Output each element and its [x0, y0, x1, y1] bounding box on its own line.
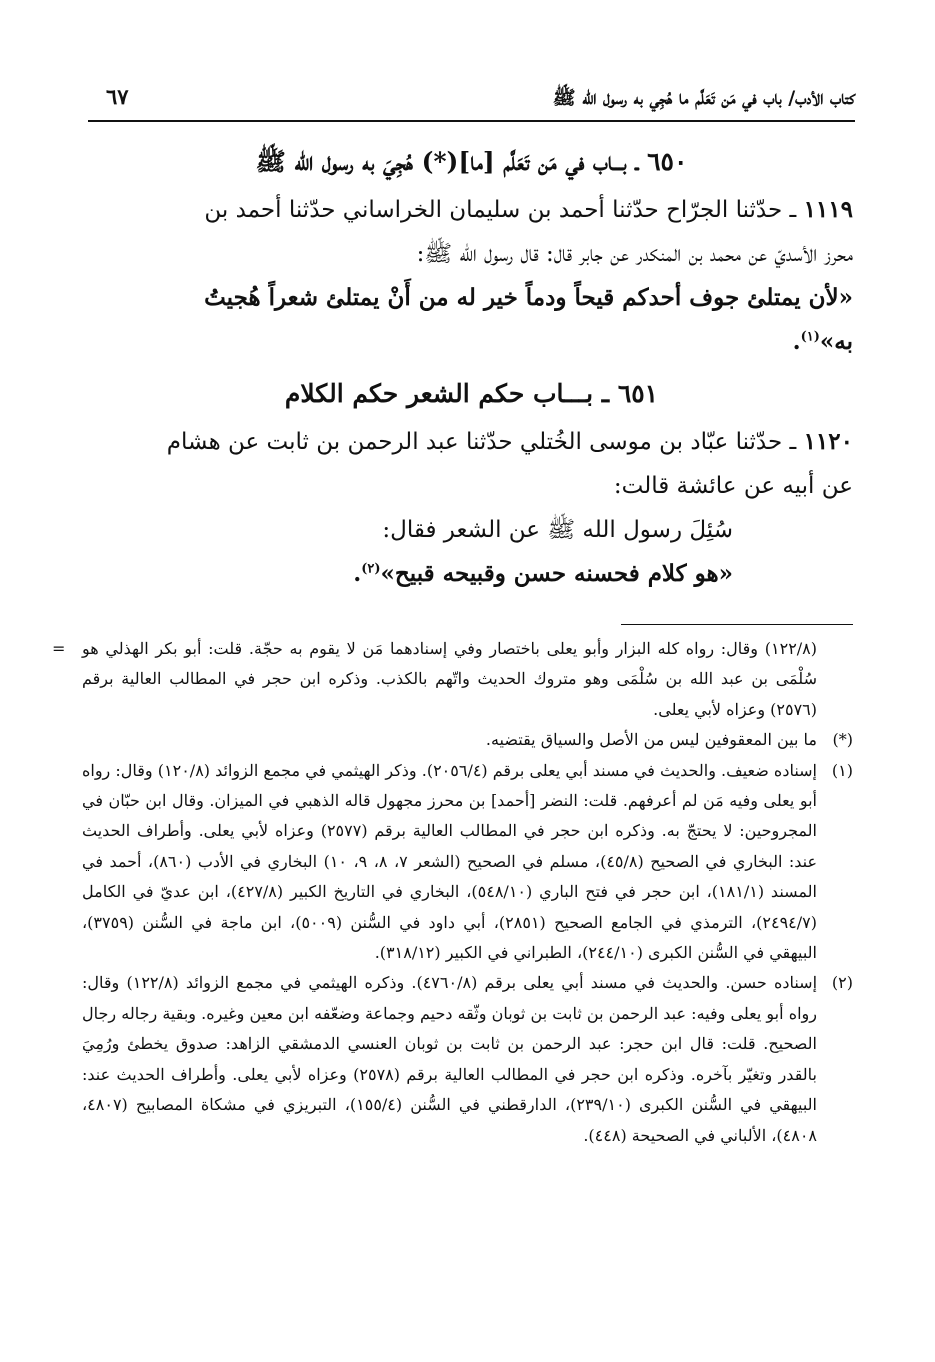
- chapter-heading-651: ٦٥١ ـ بـــاب حكم الشعر حكم الكلام: [284, 379, 659, 408]
- continuation-mark: =: [52, 639, 66, 658]
- footnote-continuation: [52, 634, 853, 725]
- footnote-mark: (٢): [831, 973, 853, 993]
- isnad-line: ـ حدّثنا الجرّاح حدّثنا أحمد بن سليمان الخراساني حدّثنا أحمد بن: [204, 197, 797, 223]
- matn-text: «هو كلام فحسنه حسن وقبيحه قبيح»: [380, 560, 733, 587]
- period: .: [792, 328, 801, 355]
- running-header: [88, 80, 855, 122]
- running-title: كتاب الأدب/ باب في مَن تَعَلَّم ما هُجِي به رسول الله ﷺ: [552, 87, 855, 109]
- footnote-mark: (١): [831, 760, 853, 780]
- main-text: [90, 136, 853, 596]
- period: .: [353, 560, 362, 587]
- footnote-1: [82, 756, 853, 969]
- footnote-star: [82, 725, 853, 755]
- isnad-line-continued: محرز الأسديّ عن محمد بن المنكدر عن جابر قال: قال رسول الله ﷺ:: [416, 241, 853, 267]
- isnad-line: ـ حدّثنا عبّاد بن موسى الخُتلي حدّثنا عبد الرحمن بن ثابت عن هشام: [166, 429, 797, 455]
- hadith-1119: [90, 188, 853, 232]
- footnote-ref[interactable]: (٢): [361, 561, 381, 577]
- matn-line-end: [90, 320, 853, 364]
- footnote-ref[interactable]: (١): [800, 329, 820, 345]
- hadith-1120: [90, 420, 853, 464]
- hadith-number: ١١٢٠: [803, 428, 853, 455]
- page-number: ٦٧: [106, 84, 129, 109]
- matn-text: به»: [819, 328, 853, 355]
- isnad-line-continued: عن أبيه عن عائشة قالت:: [613, 473, 853, 499]
- matn-line: «لأن يمتلئ جوف أحدكم قيحاً ودماً خير له من أَنْ يمتلئ شعراً هُجيتُ: [204, 284, 853, 311]
- footnote-2: [82, 968, 853, 1150]
- chapter-heading-650: ٦٥٠ ـ بـــاب في مَن تَعَلَّم [ما](*) هُجِيَ به رسول الله ﷺ: [255, 147, 688, 176]
- footnote-text: (١٢٢/٨) وقال: رواه كله البزار وأبو يعلى باختصار وفي إسنادهما مَن لا يقوم به حجّة. قلت: أبو بكر الهذلي هو سُلْمَى بن عبد الله بن سُلْمَى وهو متروك الحديث واتّهم بالكذب. وذكره ابن حجر في المطالب العالية برقم (٢٥٧٦) وعزاه لأبي يعلى.: [82, 639, 818, 719]
- footnotes: [52, 634, 853, 1151]
- footnote-text: ما بين المعقوفين ليس من الأصل والسياق يقتضيه.: [485, 730, 817, 750]
- footnote-text: إسناده ضعيف. والحديث في مسند أبي يعلى برقم (٢٠٥٦/٤). وذكر الهيثمي في مجمع الزوائد (١٢٠/٨) وقال: رواه أبو يعلى وفيه مَن لم أعرفهم. قلت: النضر [أحمد] بن محرز مجهول قاله الذهبي في الميزان. وقال ابن حبّان في المجروحين: لا يحتجّ به. وذكره ابن حجر في المطالب العالية برقم (٢٥٧٧) وعزاه لأبي يعلى. وأطراف الحديث عند: البخاري في الصحيح (٤٥/٨)، مسلم في الصحيح (الشعر ٧، ٨، ٩، ١٠) البخاري في الأدب (٨٦٠)، أحمد في المسند (١٨١/١)، ابن حجر في فتح الباري (٥٤٨/١٠)، البخاري في التاريخ الكبير (٤٢٧/٨)، ابن عديّ في الكامل (٢٤٩٤/٧)، الترمذي في الجامع الصحيح (٢٨٥١)، أبي داود في السُّنن (٥٠٠٩)، ابن ماجة في السُّنن (٣٧٥٩)، البيهقي في السُّنن الكبرى (٢٤٤/١٠)، الطبراني في الكبير (٣١٨/١٢).: [82, 760, 818, 963]
- question-line: سُئِلَ رسول الله ﷺ عن الشعر فقال:: [382, 517, 733, 543]
- footnote-text: إسناده حسن. والحديث في مسند أبي يعلى برقم (٤٧٦٠/٨). وذكره الهيثمي في مجمع الزوائد (١٢٢/٨) وقال: رواه أبو يعلى وفيه: عبد الرحمن بن ثابت بن ثوبان وثّقه دحيم وجماعة وضعّفه ابن معين وغيره. وبقية رجاله رجال الصحيح. قلت: قال ابن حجر: عبد الرحمن بن ثابت بن ثوبان العنسي الدمشقي الزاهد: صدوق يخطئ ورُمِيَ بالقدر وتغيّر بآخره. وذكره ابن حجر في المطالب العالية برقم (٢٥٧٨) وعزاه لأبي يعلى. وأطراف الحديث عند: البيهقي في السُّنن الكبرى (٢٣٩/١٠)، الدارقطني في السُّنن (١٥٥/٤)، التبريزي في مشكاة المصابيح (٤٨٠٧، ٤٨٠٨)، الألباني في الصحيحة (٤٤٨).: [82, 973, 818, 1145]
- hadith-number: ١١١٩: [803, 196, 853, 223]
- footnote-separator: [621, 624, 853, 625]
- matn-line: [90, 552, 853, 596]
- footnote-mark: (*): [832, 730, 853, 750]
